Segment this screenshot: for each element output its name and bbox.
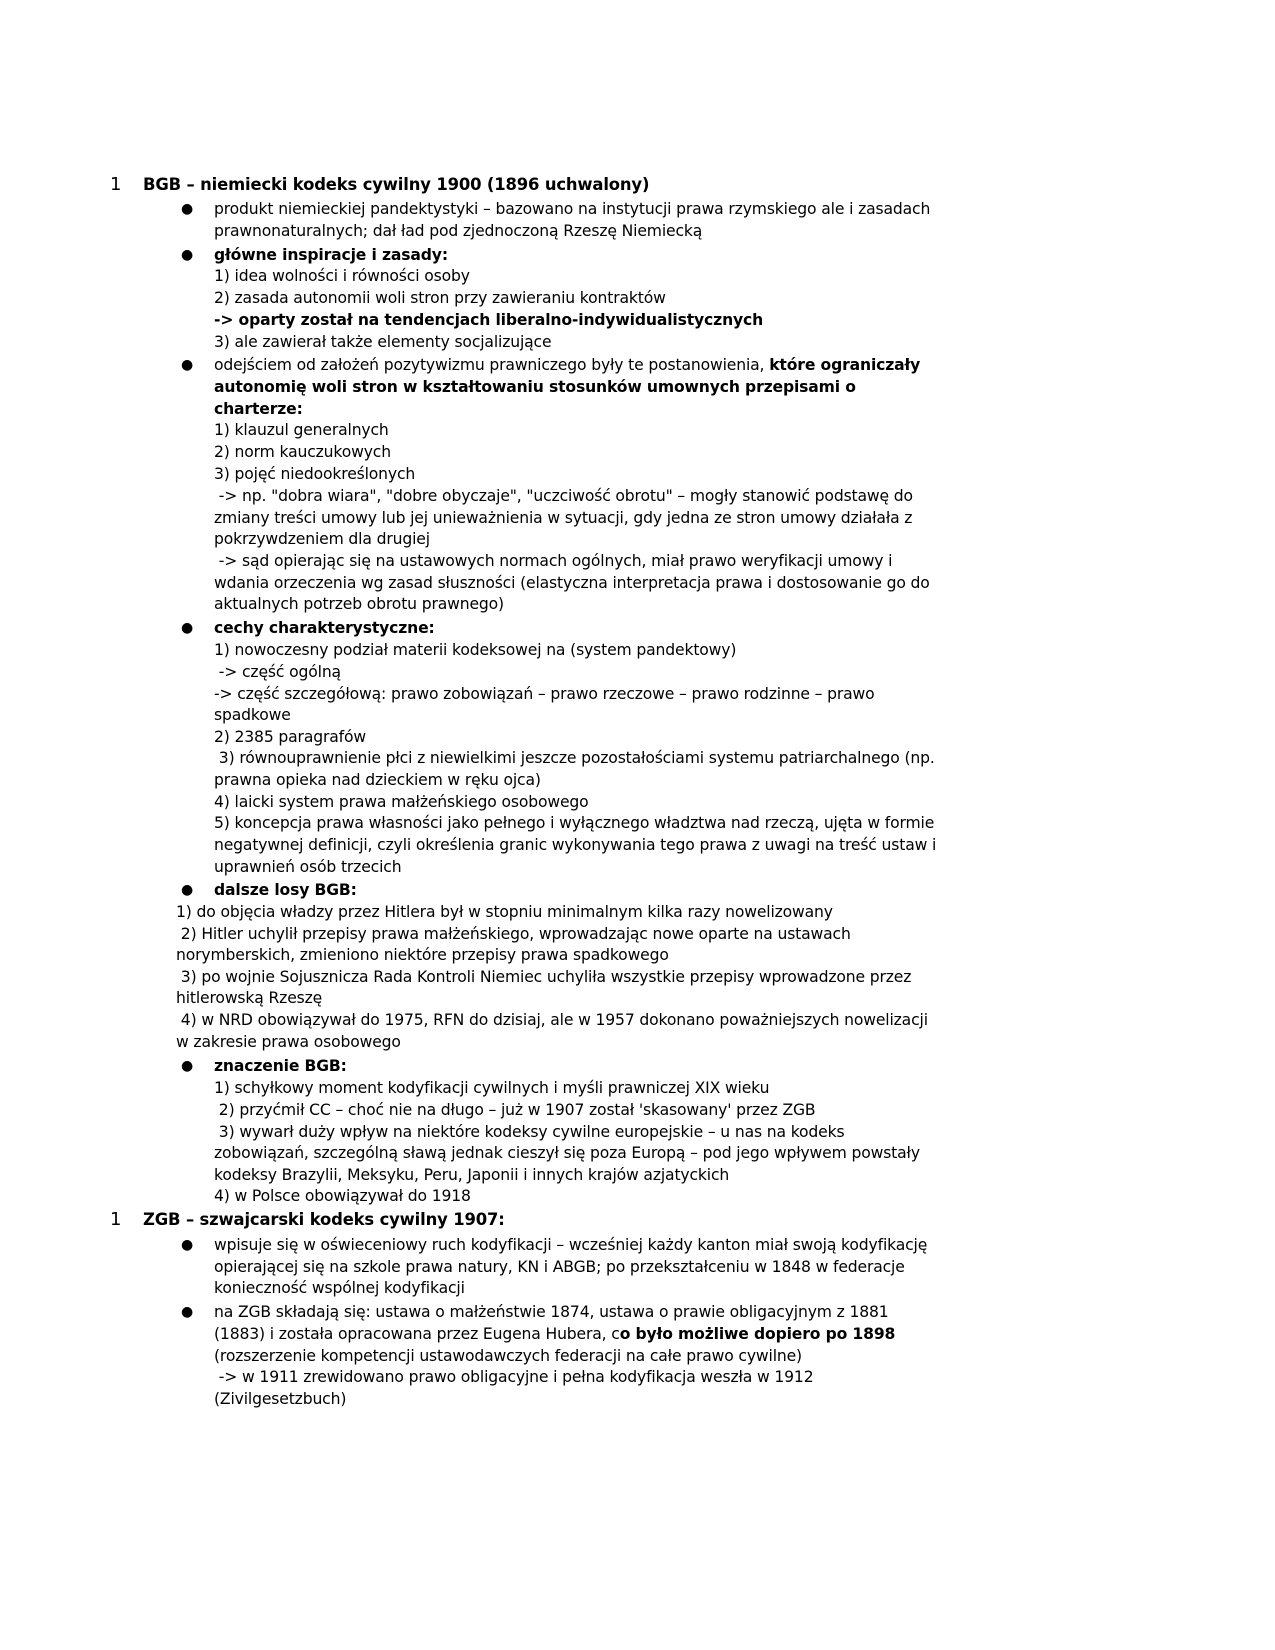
text-line [214,331,551,353]
section-heading [143,174,649,196]
text: 1) klauzul generalnych [214,421,389,439]
text-line [214,1142,920,1164]
bold-text: główne inspiracje i zasady: [214,246,448,264]
text-line [214,287,666,309]
text: wdania orzeczenia wg zasad słuszności (elastyczna interpretacja prawa i dostosowanie go do [214,574,930,592]
text: ZGB – szwajcarski kodeks cywilny 1907: [143,1210,505,1229]
bold-text: o było możliwe dopiero po 1898 [619,1325,896,1343]
text-line [214,1256,905,1278]
text: -> np. "dobra wiara", "dobre obyczaje", "uczciwość obrotu" – mogły stanowić podstawę do [214,487,913,505]
text-line [214,220,702,242]
bold-text: autonomię woli stron w kształtowaniu stosunków umownych przepisami o [214,378,856,396]
text: prawna opieka nad dzieckiem w ręku ojca) [214,771,541,789]
text: aktualnych potrzeb obrotu prawnego) [214,595,504,613]
text: zmiany treści umowy lub jej unieważnienia w sytuacji, gdy jedna ze stron umowy działała z [214,509,913,527]
text-line [214,834,936,856]
bullet-icon: ● [181,882,194,898]
bullet-icon: ● [181,1237,194,1253]
text-line [214,812,934,834]
text: (1883) i została opracowana przez Eugena Hubera, c [214,1325,620,1343]
text: kodeksy Brazylii, Meksyku, Peru, Japonii i innych krajów azjatyckich [214,1166,730,1184]
bold-text: które ograniczały [769,356,921,374]
text-line [176,987,322,1009]
text-line [214,726,366,748]
bullet-icon: ● [181,357,194,373]
text: 2) przyćmił CC – choć nie na długo – już w 1907 został 'skasowany' przez ZGB [214,1101,816,1119]
text-line [214,1345,802,1367]
text: (rozszerzenie kompetencji ustawodawczych federacji na całe prawo cywilne) [214,1347,802,1365]
text-line [214,1099,815,1121]
bold-text: cechy charakterystyczne: [214,619,435,637]
bold-text: znaczenie BGB: [214,1057,347,1075]
text: zobowiązań, szczególną sławą jednak cieszył się poza Europą – pod jego wpływem powstały [214,1144,920,1162]
text-line [214,485,913,507]
text-line [214,463,415,485]
section-number: 1 [110,174,122,195]
text-line [214,791,589,813]
section-heading [143,1209,505,1231]
bullet-icon: ● [181,247,194,263]
text: produkt niemieckiej pandektystyki – bazowano na instytucji prawa rzymskiego ale i zasadach [214,200,931,218]
text-line [214,704,291,726]
text: 4) w NRD obowiązywał do 1975, RFN do dzisiaj, ale w 1957 dokonano poważniejszych nowelizacji [176,1011,928,1029]
text: -> sąd opierając się na ustawowych normach ogólnych, miał prawo weryfikacji umowy i [214,552,893,570]
text-line [214,661,341,683]
bold-text: charterze: [214,400,303,418]
text-line [214,398,303,420]
text-line [176,923,851,945]
text: konieczność wspólnej kodyfikacji [214,1279,465,1297]
text-line [214,419,389,441]
text-line [214,1388,346,1410]
text-line [214,617,435,639]
text: 4) laicki system prawa małżeńskiego osobowego [214,793,589,811]
text: pokrzywdzeniem dla drugiej [214,530,430,548]
text: norymberskich, zmieniono niektóre przepisy prawa spadkowego [176,946,669,964]
text: opierającej się na szkole prawa natury, KN i ABGB; po przekształceniu w 1848 w federacje [214,1258,905,1276]
text-line [214,1055,347,1077]
text-line [214,683,875,705]
text-line [214,309,763,331]
bullet-icon: ● [181,620,194,636]
text: (Zivilgesetzbuch) [214,1390,347,1408]
text-line [214,1366,813,1388]
text-line [214,639,736,661]
text-line [214,354,920,376]
text: 3) równouprawnienie płci z niewielkimi jeszcze pozostałościami systemu patriarchalnego (np. [214,749,935,767]
text-line [214,507,912,529]
text: 1) nowoczesny podział materii kodeksowej na (system pandektowy) [214,641,737,659]
text-line [176,1009,928,1031]
text-line [214,1164,729,1186]
text-line [214,769,541,791]
text: w zakresie prawa osobowego [176,1033,401,1051]
text: 1) do objęcia władzy przez Hitlera był w stopniu minimalnym kilka razy nowelizowany [176,903,833,921]
text: 4) w Polsce obowiązywał do 1918 [214,1187,471,1205]
text: 2) Hitler uchylił przepisy prawa małżeńskiego, wprowadzając nowe oparte na ustawach [176,925,851,943]
text: 2) zasada autonomii woli stron przy zawieraniu kontraktów [214,289,666,307]
bullet-icon: ● [181,201,194,217]
text-line [214,1301,889,1323]
text-line [214,1185,471,1207]
text-line [214,198,930,220]
text-line [214,1277,465,1299]
text-line [214,441,391,463]
text-line [214,593,504,615]
text: 3) wywarł duży wpływ na niektóre kodeksy cywilne europejskie – u nas na kodeks [214,1123,845,1141]
text-line [176,901,833,923]
text: 3) po wojnie Sojusznicza Rada Kontroli Niemiec uchyliła wszystkie przepisy wprowadzone przez [176,968,912,986]
text-line [214,1323,895,1345]
text-line [214,879,357,901]
text-line [176,1031,401,1053]
bold-text: dalsze losy BGB: [214,881,357,899]
text-line [214,1121,844,1143]
text: BGB – niemiecki kodeks cywilny 1900 (1896 uchwalony) [143,175,650,194]
text-line [214,1077,769,1099]
text: uprawnień osób trzecich [214,858,402,876]
text-line [214,572,930,594]
text-line [214,1234,927,1256]
text-line [176,966,911,988]
text: negatywnej definicji, czyli określenia granic wykonywania tego prawa z uwagi na treść ustaw i [214,836,937,854]
text: -> część szczegółową: prawo zobowiązań – prawo rzeczowe – prawo rodzinne – prawo [214,685,875,703]
text: 1) idea wolności i równości osoby [214,267,470,285]
text: 2) norm kauczukowych [214,443,391,461]
bullet-icon: ● [181,1058,194,1074]
section-number: 1 [110,1209,122,1230]
text: prawnonaturalnych; dał ład pod zjednoczoną Rzeszę Niemiecką [214,222,703,240]
text: wpisuje się w oświeceniowy ruch kodyfikacji – wcześniej każdy kanton miał swoją kodyfikację [214,1236,928,1254]
text-line [214,747,935,769]
text: 3) ale zawierał także elementy socjalizujące [214,333,552,351]
text-line [214,376,856,398]
bullet-icon: ● [181,1304,194,1320]
text-line [214,550,892,572]
text: -> w 1911 zrewidowano prawo obligacyjne i pełna kodyfikacja weszła w 1912 [214,1368,814,1386]
text: -> część ogólną [214,663,341,681]
text: spadkowe [214,706,291,724]
text-line [176,944,669,966]
text: na ZGB składają się: ustawa o małżeństwie 1874, ustawa o prawie obligacyjnym z 1881 [214,1303,889,1321]
text-line [214,244,448,266]
bold-text: -> oparty został na tendencjach liberalno-indywidualistycznych [214,311,764,329]
text-line [214,856,401,878]
text-line [214,528,430,550]
text: 5) koncepcja prawa własności jako pełnego i wyłącznego władztwa nad rzeczą, ujęta w formie [214,814,935,832]
text: 1) schyłkowy moment kodyfikacji cywilnych i myśli prawniczej XIX wieku [214,1079,770,1097]
text: odejściem od założeń pozytywizmu prawniczego były te postanowienia, [214,356,770,374]
text: 3) pojęć niedookreślonych [214,465,416,483]
text-line [214,265,470,287]
text: hitlerowską Rzeszę [176,989,323,1007]
text: 2) 2385 paragrafów [214,728,366,746]
